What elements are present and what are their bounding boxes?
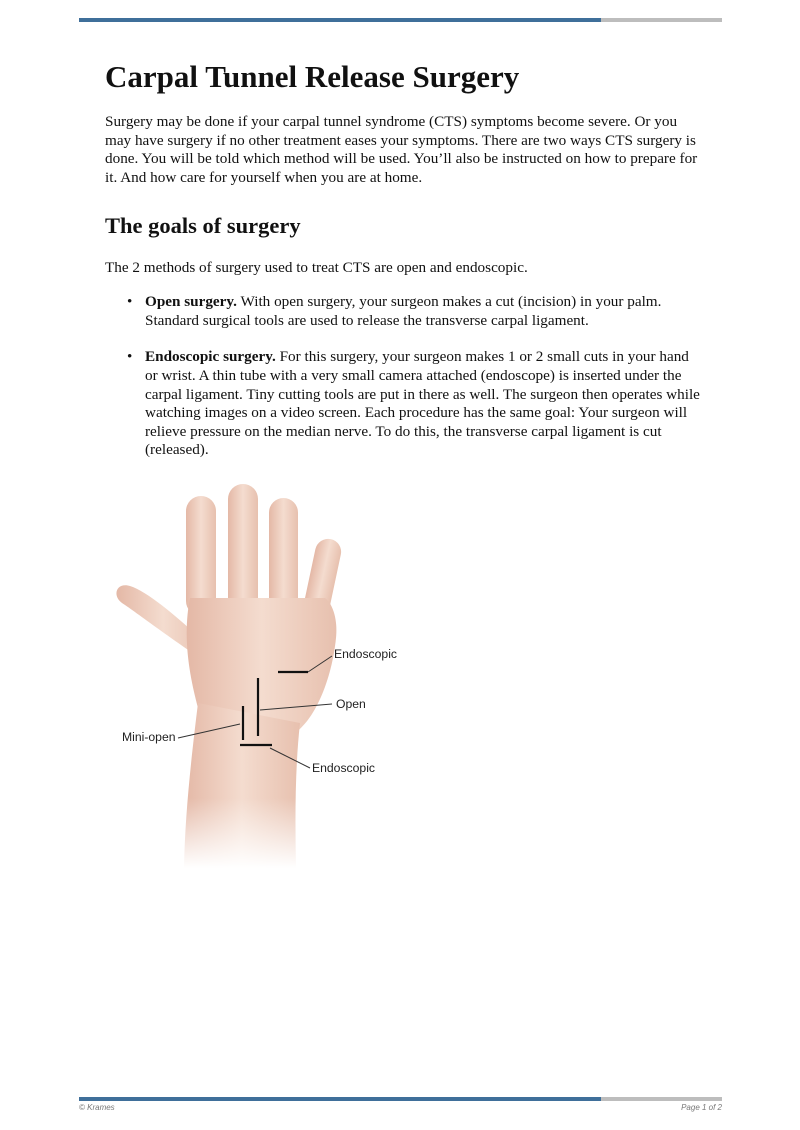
hand-incision-illustration: [110, 478, 410, 868]
list-item-endoscopic-surgery: [127, 348, 700, 460]
bottom-rule: [79, 1097, 722, 1101]
middle-finger: [228, 484, 258, 616]
list-item-term: Endoscopic surgery.: [145, 348, 276, 366]
label-endoscopic-upper: Endoscopic: [334, 647, 398, 661]
page-title: Carpal Tunnel Release Surgery: [105, 59, 520, 94]
bottom-rule-accent: [79, 1097, 601, 1101]
forearm-fade: [170, 798, 320, 868]
list-item-text: For this surgery, your surgeon makes 1 or 2 small cuts in your hand or wrist. A thin tube with a very small camera attached (endoscope) is inserted under the carpal ligament. Tiny cutting tools are put in there as well. The surgeon then operates while watching images on a video screen. Each procedure has the same goal: Your surgeon will relieve pressure on the median nerve. To do this, the transverse carpal ligament is cut (released).: [145, 348, 700, 459]
document-body: [105, 50, 700, 478]
hand-shape: [116, 484, 343, 868]
label-open: Open: [336, 697, 366, 711]
bullet-glyph: •: [127, 348, 133, 366]
footer-page-number: Page 1 of 2: [681, 1103, 722, 1112]
bullet-glyph: •: [127, 293, 133, 311]
top-rule-remainder: [601, 18, 722, 22]
footer-copyright: © Krames: [79, 1103, 115, 1112]
label-mini-open: Mini-open: [122, 730, 176, 744]
intro-paragraph: Surgery may be done if your carpal tunnel syndrome (CTS) symptoms become severe. Or you may have surgery if no other treatment eases your symptoms. There are two ways CTS surgery is done. You will be told which method will be used. You’ll also be instructed on how to prepare for it. And how care for yourself when you are at home.: [105, 113, 698, 186]
list-item-text: With open surgery, your surgeon makes a cut (incision) in your palm. Standard surgical tools are used to release the transverse carpal ligament.: [145, 293, 662, 329]
list-item-term: Open surgery.: [145, 293, 237, 311]
bottom-rule-remainder: [601, 1097, 722, 1101]
top-rule-accent: [79, 18, 601, 22]
surgery-methods-list: [105, 293, 700, 460]
section-heading: The goals of surgery: [105, 212, 301, 238]
top-rule: [79, 18, 722, 22]
lead-paragraph: The 2 methods of surgery used to treat CTS are open and endoscopic.: [105, 258, 528, 276]
label-endoscopic-lower: Endoscopic: [312, 761, 376, 775]
list-item-open-surgery: [127, 293, 700, 330]
hand-illustration-svg: [110, 478, 410, 868]
